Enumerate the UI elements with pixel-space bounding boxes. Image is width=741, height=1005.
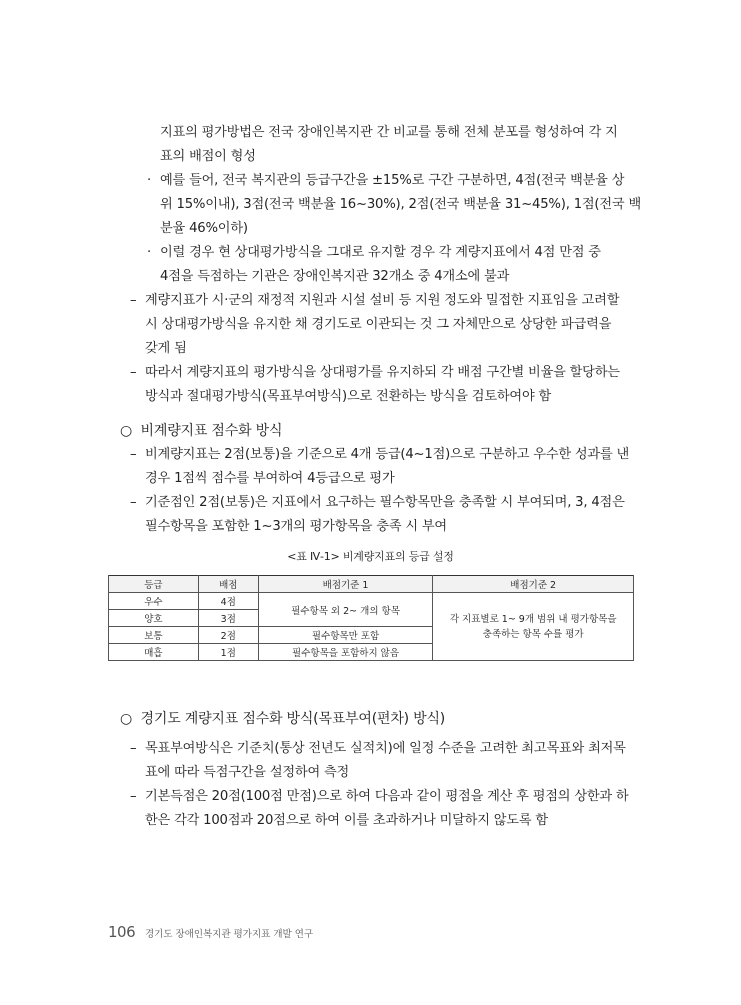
text-line: 기본득점은 20점(100점 만점)으로 하여 다음과 같이 평점을 계산 후 평점의 상한과 하 [145,789,629,804]
table-header-cell: 등급 [109,576,199,593]
section-title: 경기도 계량지표 점수화 방식(목표부여(편차) 방식) [140,711,446,727]
criteria1-cell: 필수항목만 포함 [258,627,433,644]
text-line: 위 15%이내), 3점(전국 백분율 16~30%), 2점(전국 백분율 31~45%), 1점(전국 백 [160,197,641,212]
section-heading-nonquant [120,422,282,440]
dot-bullet-icon: · [147,245,151,260]
table-row [109,593,634,610]
text-line: 갖게 됨 [145,341,187,356]
criteria2-cell [433,593,634,661]
circle-bullet-icon: ○ [120,423,133,439]
text-line: 예를 들어, 전국 복지관의 등급구간을 ±15%로 구간 구분하면, 4점(전국 백분율 상 [160,173,625,188]
grade-cell: 양호 [109,610,199,627]
score-cell: 1점 [198,644,258,661]
text-line: 시 상대평가방식을 유지한 채 경기도로 이관되는 것 그 자체만으로 상당한 파급력을 [145,317,612,332]
score-cell: 2점 [198,627,258,644]
grade-cell: 보통 [109,627,199,644]
dash-bullet-icon: – [130,741,137,756]
score-cell: 3점 [198,610,258,627]
table-header-cell: 배점기준 1 [258,576,433,593]
dash-bullet-icon: – [130,447,137,462]
running-title: 경기도 장애인복지관 평가지표 개발 연구 [145,929,314,940]
grade-table [108,575,634,661]
text-line: 방식과 절대평가방식(목표부여방식)으로 전환하는 방식을 검토하여야 함 [145,389,552,404]
criteria1-cell: 필수항목을 포함하지 않음 [258,644,433,661]
dash-bullet-icon: – [130,789,137,804]
table-caption: <표 Ⅳ-1> 비계량지표의 등급 설정 [287,550,454,563]
text-line: 분율 46%이하) [160,221,248,236]
dash-bullet-icon: – [130,365,137,380]
dot-bullet-icon: · [147,173,151,188]
grade-cell: 매흡 [109,644,199,661]
text-line: 지표의 평가방법은 전국 장애인복지관 간 비교를 통해 전체 분포를 형성하여 각 지 [160,125,618,140]
section-heading-quant [120,710,445,728]
score-cell: 4점 [198,593,258,610]
section-title: 비계량지표 점수화 방식 [140,423,283,439]
text-line: 표에 따라 득점구간을 설정하여 측정 [145,765,350,780]
text-line: 기준점인 2점(보통)은 지표에서 요구하는 필수항목만을 충족할 시 부여되며, 3, 4점은 [145,495,625,510]
text-line: 4점을 득점하는 기관은 장애인복지관 32개소 중 4개소에 불과 [160,269,510,284]
text-line: 계량지표가 시·군의 재정적 지원과 시설 설비 등 지원 정도와 밀접한 지표임을 고려할 [145,293,620,308]
text-line: 비계량지표는 2점(보통)을 기준으로 4개 등급(4~1점)으로 구분하고 우수한 성과를 낸 [145,447,630,462]
text-line: 경우 1점씩 점수를 부여하여 4등급으로 평가 [145,471,395,486]
text-line: 표의 배점이 형성 [160,149,256,164]
text-line: 필수항목을 포함한 1~3개의 평가항목을 충족 시 부여 [145,519,447,534]
criteria2-line: 각 지표별로 1~ 9개 범위 내 평가항목을 [449,613,617,625]
criteria1-cell: 필수항목 외 2~ 개의 항목 [258,593,433,627]
text-line: 이럴 경우 현 상대평가방식을 그대로 유지할 경우 각 계량지표에서 4점 만점 중 [160,245,601,260]
table-header-row [109,576,634,593]
text-line: 목표부여방식은 기준치(통상 전년도 실적치)에 일정 수준을 고려한 최고목표와 최저목 [145,741,626,756]
grade-cell: 우수 [109,593,199,610]
page-number: 106 [108,923,136,941]
circle-bullet-icon: ○ [120,711,133,727]
text-line: 한은 각각 100점과 20점으로 하여 이를 초과하거나 미달하지 않도록 함 [145,813,548,828]
dash-bullet-icon: – [130,293,137,308]
criteria2-line: 충족하는 항목 수를 평가 [482,628,584,640]
table-header-cell: 배점기준 2 [433,576,634,593]
table-header-cell: 배점 [198,576,258,593]
dash-bullet-icon: – [130,495,137,510]
text-line: 따라서 계량지표의 평가방식을 상대평가를 유지하되 각 배점 구간별 비율을 할당하는 [145,365,620,380]
